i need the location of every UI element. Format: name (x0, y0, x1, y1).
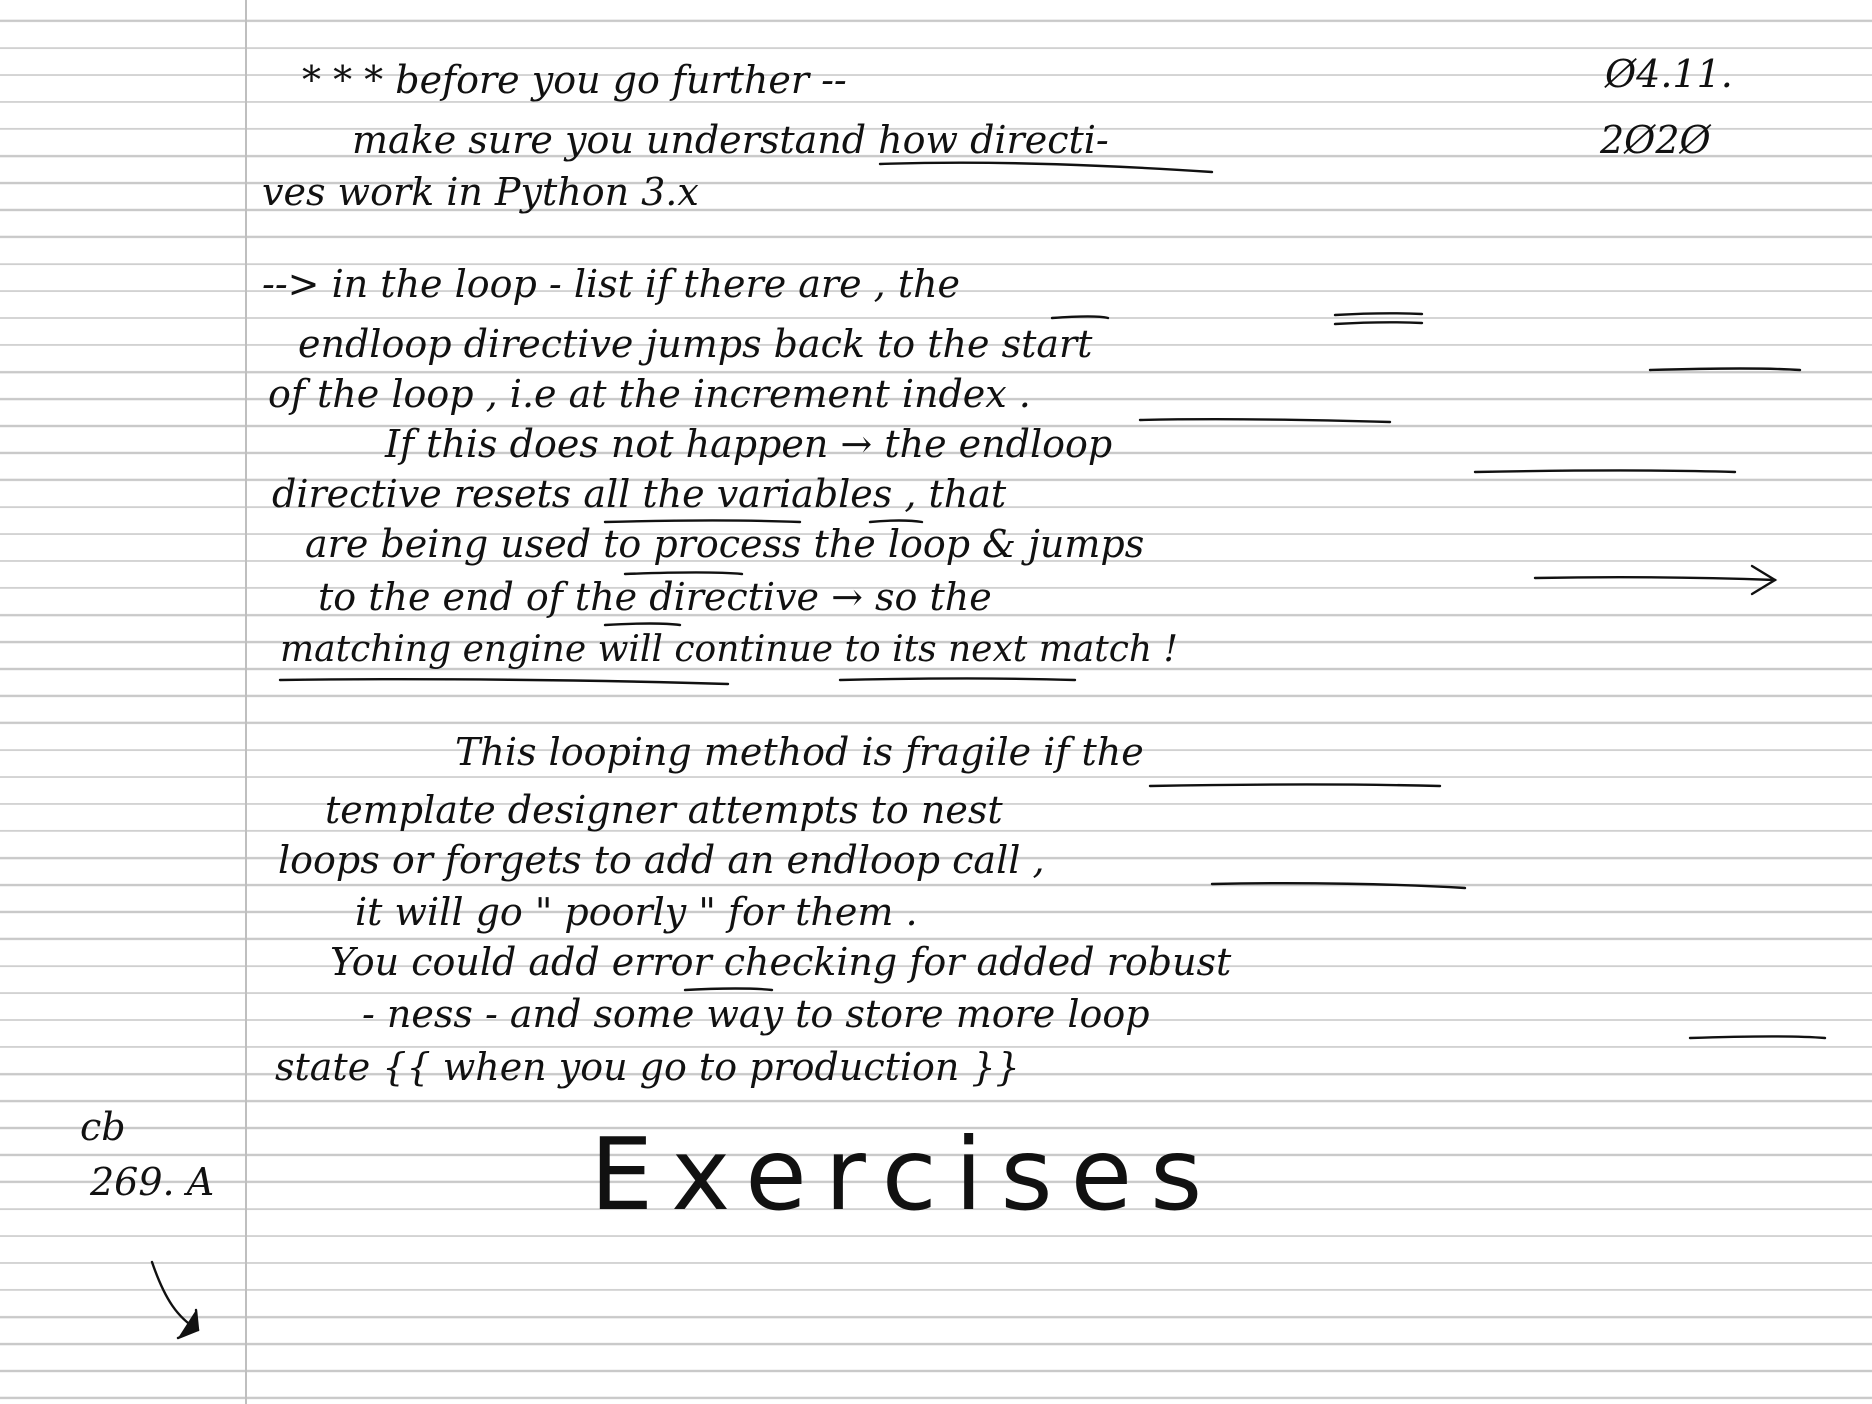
underline-endloop-2 (1212, 883, 1465, 888)
note-line: are being used to process the loop & jumps (305, 522, 1145, 566)
note-line: it will go " poorly " for them . (355, 890, 918, 934)
note-line: You could add error checking for added robust (330, 940, 1232, 984)
underline-matching-engine (280, 679, 728, 684)
exercises-heading: Exercises (590, 1116, 1221, 1233)
note-line: ves work in Python 3.x (262, 170, 699, 214)
underline-used (625, 573, 742, 575)
note-line: template designer attempts to nest (325, 788, 1003, 832)
margin-note-page: 269. A (90, 1160, 215, 1204)
note-line: of the loop , i.e at the increment index . (268, 372, 1031, 416)
note-line: --> in the loop - list if there are , the (262, 262, 961, 306)
note-line: directive resets all the variables , that (272, 472, 1007, 516)
note-line: matching engine will continue to its next match ! (280, 629, 1179, 670)
note-line: * * * before you go further -- (302, 58, 847, 102)
underline-add (685, 989, 772, 991)
note-line: - ness - and some way to store more loop (362, 992, 1150, 1036)
underline-understand (880, 163, 1212, 172)
underline-end (605, 624, 680, 626)
underline-are (1335, 313, 1422, 315)
margin-note-label: cb (80, 1105, 126, 1149)
curved-arrow-head (178, 1310, 198, 1338)
note-line: loops or forgets to add an endloop call , (278, 838, 1045, 882)
underline-resets (605, 521, 800, 523)
note-line: If this does not happen → the endloop (385, 422, 1113, 466)
underline-endloop-1 (1475, 471, 1735, 473)
header-date: Ø4.11. (1605, 52, 1733, 96)
underline-increment (1140, 419, 1390, 422)
underline-loop (1690, 1037, 1825, 1039)
underline-jumps-arrow (1535, 577, 1775, 580)
note-line: endloop directive jumps back to the start (298, 322, 1093, 366)
underline-are-double (1335, 322, 1422, 324)
underline-all (870, 521, 922, 523)
underline-fragile (1150, 785, 1440, 787)
underline-start (1650, 369, 1800, 371)
note-line: state {{ when you go to production }} (275, 1045, 1020, 1089)
header-year: 2Ø2Ø (1600, 118, 1711, 162)
note-line: to the end of the directive → so the (318, 575, 992, 619)
underline-continue (840, 679, 1075, 681)
note-line: This looping method is fragile if the (455, 730, 1144, 774)
note-line: make sure you understand how directi- (352, 118, 1109, 162)
underline-if (1052, 317, 1108, 319)
